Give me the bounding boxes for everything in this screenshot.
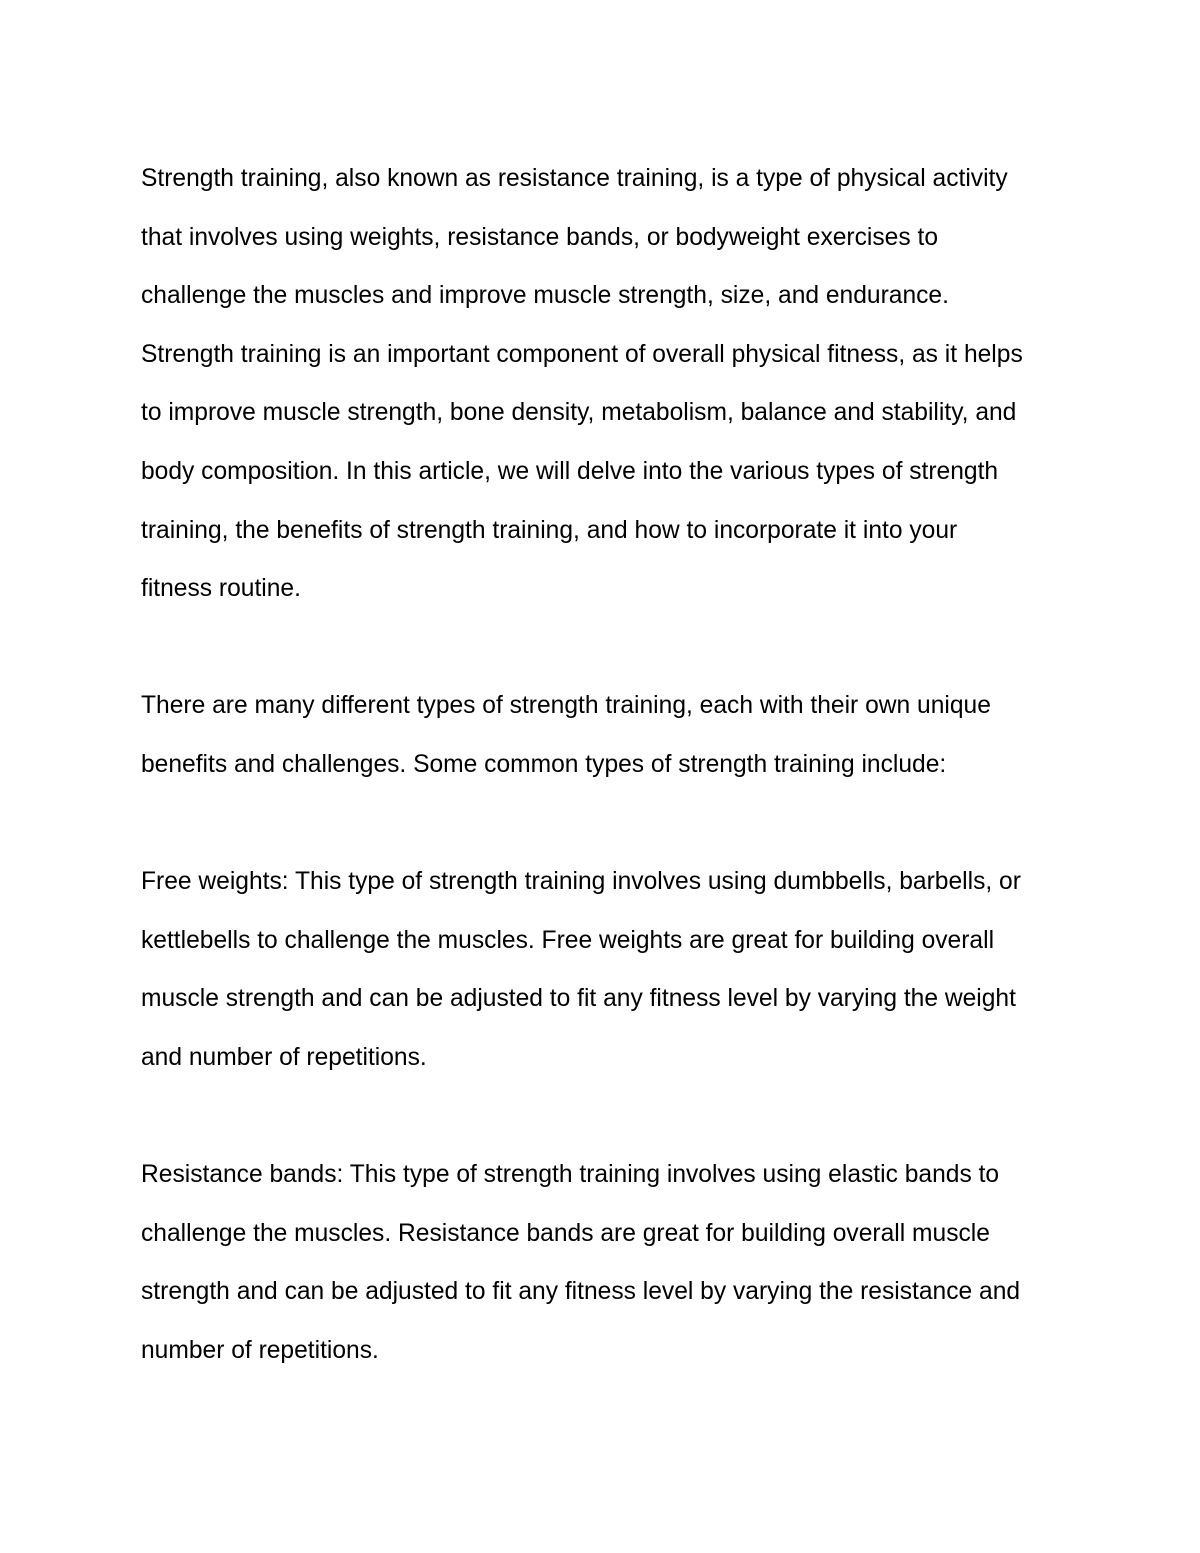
paragraph-types-overview: There are many different types of strength training, each with their own unique benefits and challenges. Some common types of strength training include: (141, 692, 991, 778)
document-body (141, 150, 1071, 1439)
paragraph-resistance-bands: Resistance bands: This type of strength training involves using elastic bands to challenge the muscles. Resistance bands are great for building overall muscle strength and can be adjusted to fit any fitness level by varying the resistance and number of repetitions. (141, 1161, 1021, 1364)
paragraph-intro: Strength training, also known as resistance training, is a type of physical activity that involves using weights, resistance bands, or bodyweight exercises to challenge the muscles and improve muscle strength, size, and endurance. Strength training is an important component of overall physical fitness, as it helps to improve muscle strength, bone density, metabolism, balance and stability, and body composition. In this article, we will delve into the various types of strength training, the benefits of strength training, and how to incorporate it into your fitness routine. (141, 165, 1023, 603)
paragraph-free-weights: Free weights: This type of strength training involves using dumbbells, barbells, or kettlebells to challenge the muscles. Free weights are great for building overall muscle strength and can be adjusted to fit any fitness level by varying the weight and number of repetitions. (141, 868, 1021, 1071)
